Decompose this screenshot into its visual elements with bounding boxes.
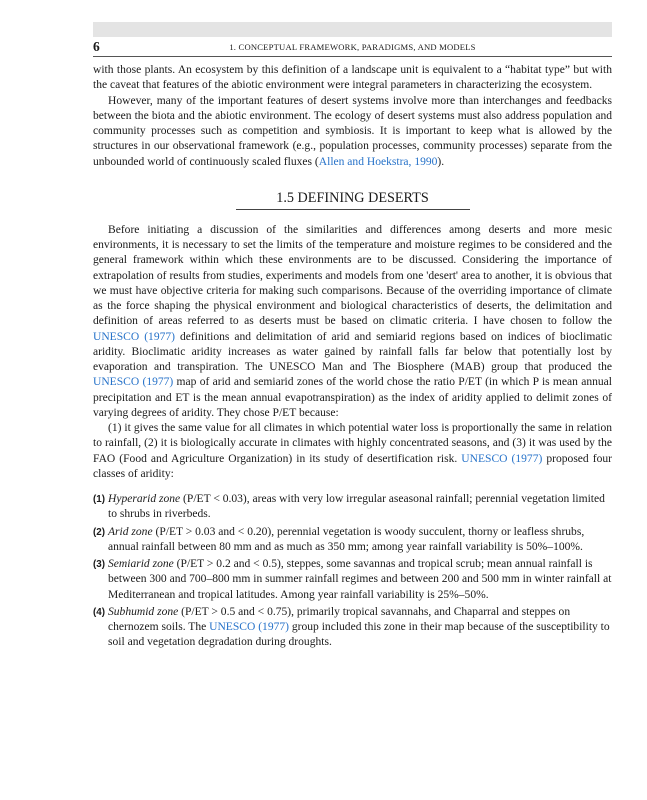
citation-allen-hoekstra-link[interactable]: Allen and Hoekstra, 1990: [318, 155, 438, 168]
section-title: 1.5 DEFINING DESERTS: [276, 189, 429, 206]
body-p1-part-c: map of arid and semiarid zones of the world chose the ratio P/ET (in which P is mean annual precipitation and ET is the mean annual evapotranspiration) as the index of aridity applied to delimit zones of varying degrees of aridity. They chose P/ET because:: [93, 376, 612, 419]
body-p1-part-b: definitions and delimitation of arid and semiarid regions based on indices of bioclimatic aridity. Bioclimatic aridity increases as water gained by rainfall falls far below that potentially lost by evaporation and transpiration. The UNESCO Man and The Biosphere (MAB) group that produced the: [93, 330, 612, 373]
citation-unesco-link-2[interactable]: UNESCO (1977): [93, 376, 174, 389]
running-head: 1. CONCEPTUAL FRAMEWORK, PARADIGMS, AND MODELS: [229, 42, 476, 52]
citation-unesco-link-1[interactable]: UNESCO (1977): [93, 330, 175, 343]
list-item-arid: [93, 525, 612, 556]
intro-paragraph-2-text: However, many of the important features of desert systems involve more than interchanges and feedbacks between the biota and the abiotic environment. The ecology of desert systems must also address population and community processes such as competition and symbiosis. It is important to keep what is allowed by the structures in our observational framework (e.g., population processes, community processes) separate from the unbounded world of continuously scaled fluxes (: [93, 94, 612, 168]
body-p2-part-a: (1) it gives the same value for all climates in which potential water loss is proportionally the same in relation to rainfall, (2) it is biologically accurate in climates with highly concentrated seasons, and (3) it was used by the FAO (Food and Agriculture Organization) in its study of desertification risk.: [93, 422, 612, 465]
citation-unesco-link-4[interactable]: UNESCO (1977): [209, 621, 289, 633]
list-item-hyperarid: [93, 492, 612, 523]
list-item-semiarid: [93, 557, 612, 603]
list-number: (4): [93, 606, 105, 618]
zone-description: (P/ET > 0.2 and < 0.5), steppes, some savannas and tropical scrub; mean annual rainfall is between 300 and 700–800 mm in summer rainfall regimes and between 200 and 500 mm in winter rainfall at Mediterranean and tropical latitudes. Among year rainfall variability is 25%–50%.: [108, 558, 612, 601]
zone-name: Hyperarid zone: [108, 493, 181, 505]
citation-unesco-link-3[interactable]: UNESCO (1977): [461, 452, 543, 465]
zone-description: (P/ET > 0.03 and < 0.20), perennial vegetation is woody succulent, thorny or leafless shrubs, annual rainfall between 80 mm and as much as 350 mm; among year rainfall variability is 50%–100%.: [108, 525, 585, 553]
body-paragraph-2: [93, 421, 612, 482]
list-item-subhumid: [93, 605, 612, 651]
page-header: [93, 39, 612, 55]
zone-name: Arid zone: [108, 525, 153, 538]
zone-name: Subhumid zone: [108, 605, 179, 618]
intro-paragraph-1: with those plants. An ecosystem by this definition of a landscape unit is equivalent to a “habitat type” but with the caveat that features of the abiotic environment were integral parameters in characterizing the ecosystem.: [93, 64, 612, 92]
page-content: [93, 63, 612, 653]
intro-paragraph-2-end: ).: [437, 155, 445, 168]
body-paragraph-1: [93, 223, 612, 421]
list-number: (1): [93, 494, 105, 505]
zone-description-part-a: (P/ET > 0.5 and < 0.75), primarily tropical savannahs, and Chaparral and steppes on chernozem soils. The: [108, 605, 571, 633]
zone-name: Semiarid zone: [108, 558, 174, 570]
intro-paragraph-2: [93, 94, 612, 170]
aridity-class-list: [93, 492, 612, 651]
header-bar: [93, 22, 612, 37]
body-p1-part-a: Before initiating a discussion of the similarities and differences among deserts and more mesic environments, it is necessary to set the limits of the temperature and moisture regimes to be considered and the general framework within which these environments are to be discussed. Considering the importance of extrapolation of results from studies, experiments and models from one 'desert' area to another, it is obvious that we must have objective criteria for making such comparisons. Because of the overriding importance of climate as the force shaping the physical environment and biological characteristics of deserts, the delimitation and definition of areas referred to as deserts must be based on climatic criteria. I have chosen to follow the: [93, 223, 612, 328]
zone-description-part-b: group included this zone in their map because of the susceptibility to soil and vegetation degradation during droughts.: [108, 621, 610, 649]
section-title-rule: [236, 209, 470, 210]
page-number: 6: [93, 39, 100, 54]
list-number: (3): [93, 559, 105, 570]
list-number: (2): [93, 526, 105, 538]
body-p2-part-b: proposed four classes of aridity:: [93, 452, 612, 480]
zone-description: (P/ET < 0.03), areas with very low irregular aseasonal rainfall; perennial vegetation limited to shrubs in riverbeds.: [108, 493, 605, 521]
header-rule: [93, 56, 612, 57]
